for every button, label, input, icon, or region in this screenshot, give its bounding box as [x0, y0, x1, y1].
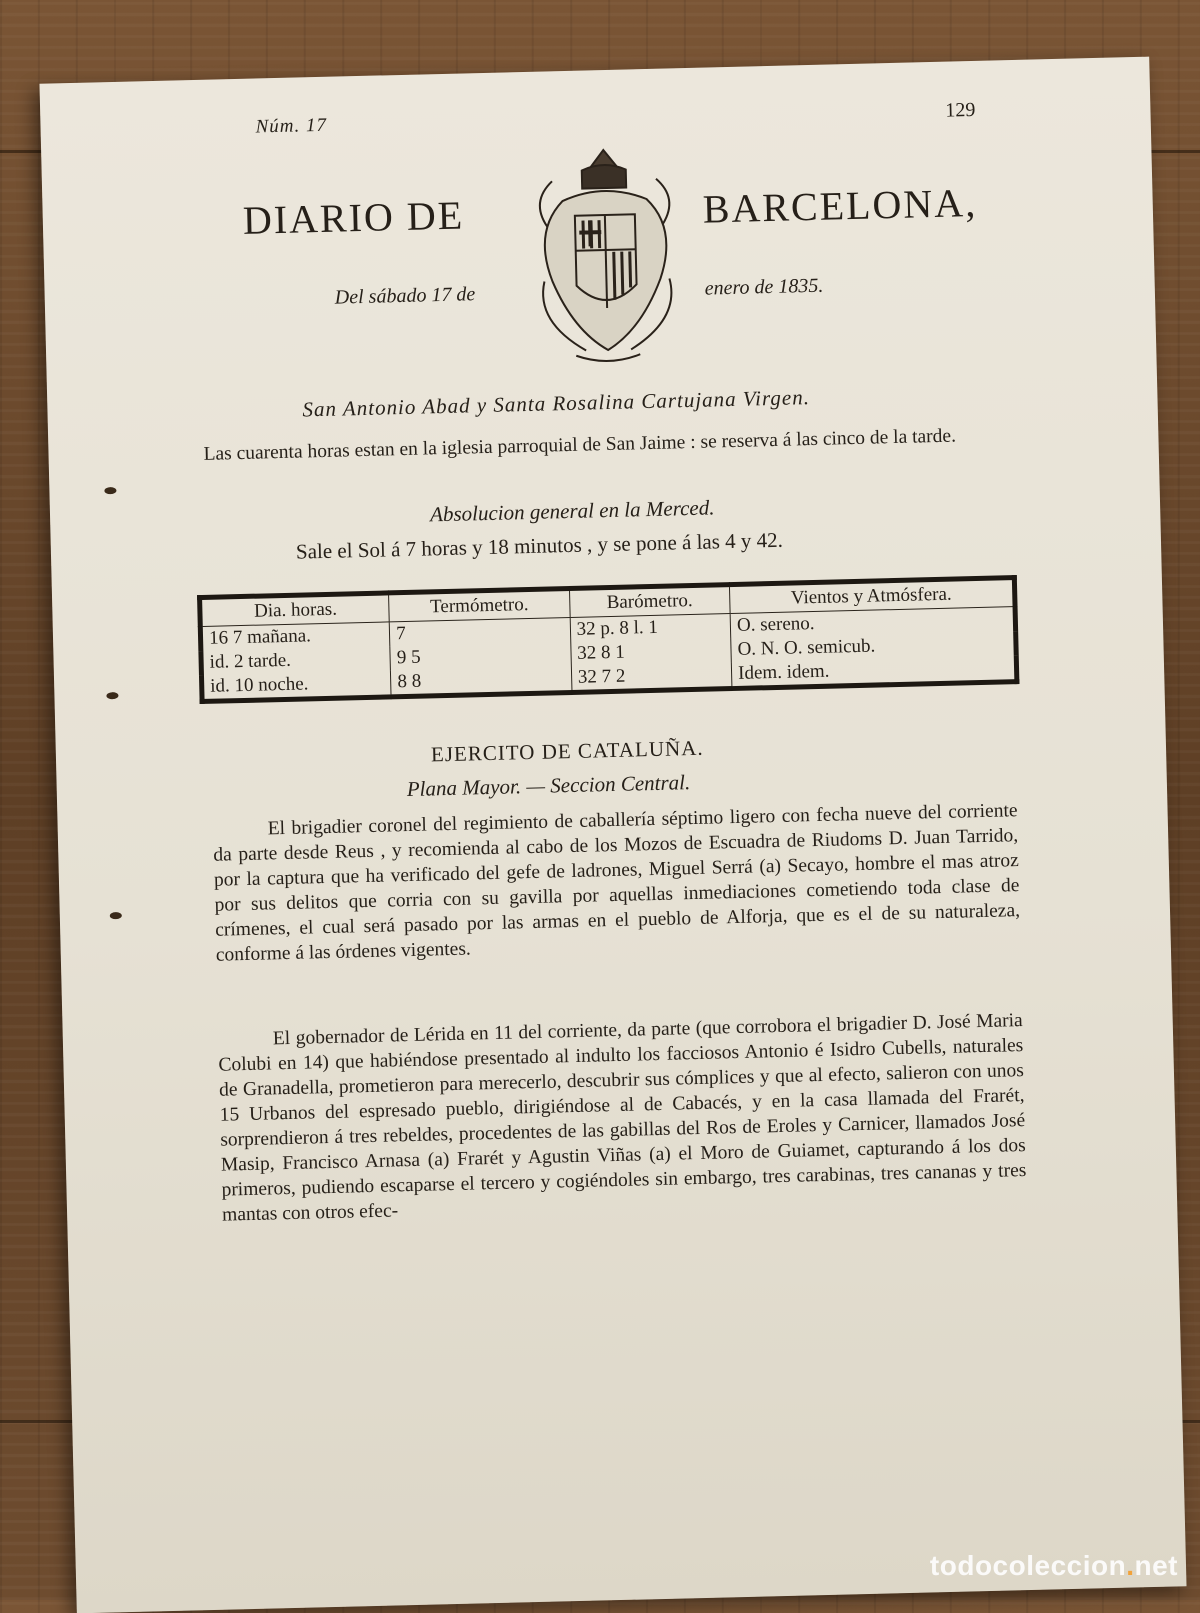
masthead-right: BARCELONA,: [702, 179, 978, 232]
newspaper-page: [39, 57, 1186, 1613]
table-cell: 8 8: [391, 666, 572, 697]
binding-hole: [104, 487, 116, 494]
table-cell: 7: [389, 617, 570, 646]
article-paragraph: El brigadier coronel del regimiento de caballería séptimo ligero con fecha nueve del corriente da parte desde Reus , y recomienda al cabo de los Mozos de Escuadra de Riudoms D. Juan Tarrido, por la captura que ha verificado del gefe de ladrones, Miguel Serrá (a) Secayo, hombre el mas atroz por sus delitos que corria con su gavilla por aquellas inmediaciones cometiendo toda clase de crímenes, el cual será pasado por las armas en el pueblo de Alforja, que es el de su naturaleza, conforme á las órdenes vigentes.: [213, 800, 1021, 966]
table-cell: 32 p. 8 l. 1: [570, 614, 731, 642]
table-cell: id. 10 noche.: [201, 670, 391, 701]
table-cell: Idem. idem.: [737, 660, 830, 684]
subsection-title: Plana Mayor. — Seccion Central.: [406, 770, 691, 802]
table-cell: O. sereno.: [736, 613, 815, 636]
watermark-dot: .: [1126, 1550, 1135, 1581]
forty-hours-notice: Las cuarenta horas estan en la iglesia parroquial de San Jaime : se reserva á las cinco de la tarde.: [203, 425, 957, 465]
table-cell: 32 7 2: [571, 662, 732, 692]
section-title: EJERCITO DE CATALUÑA.: [430, 735, 704, 767]
table-cell: 16 7 mañana.: [200, 622, 390, 651]
page-number: 129: [945, 98, 976, 122]
sunrise-sunset: Sale el Sol á 7 horas y 18 minutos , y se pone á las 4 y 42.: [295, 527, 784, 564]
column-header: Termómetro.: [389, 588, 570, 621]
watermark-suffix: net: [1134, 1550, 1178, 1581]
binding-hole: [106, 692, 118, 699]
site-watermark: [930, 1550, 1178, 1582]
watermark-brand: todocoleccion: [929, 1550, 1127, 1581]
date-right: enero de 1835.: [704, 274, 824, 300]
column-header: Dia. horas.: [200, 593, 390, 627]
table-cell: id. 2 tarde.: [201, 646, 391, 675]
column-header: Vientos y Atmósfera.: [729, 578, 1015, 614]
column-header: Barómetro.: [569, 585, 730, 618]
table-cell: 32 8 1: [570, 638, 731, 666]
article-paragraph: El gobernador de Lérida en 11 del corriente, da parte (que corrobora el brigadier D. José Maria Colubi en 14) que habiéndose presentado al indulto los facciosos Antonio é Isidro Cubells, naturales de Granadella, prometieron para merecerlo, descubrir sus cómplices y que al efecto, salieron con unos 15 Urbanos del espresado pueblo, dirigiéndose al de Cabacés, y en la casa llamada del Frarét, sorprendieron á tres rebeldes, procedentes de las gabillas del Ros de Eroles y Carnicer, llamados José Masip, Francisco Arnasa (a) Frarét y Agustin Viñas (a) el Moro de Guiamet, capturando á los dos primeros, pudiendo escaparse el tercero y cogiéndoles sin embargo, tres carabinas, tres cananas y tres mantas con otros efec-: [218, 1010, 1027, 1226]
table-cell: 9 5: [390, 642, 571, 670]
table-cell: O. N. O. semicub.: [737, 635, 876, 660]
coat-of-arms-icon: [511, 138, 702, 382]
date-left: Del sábado 17 de: [334, 283, 476, 309]
absolution-notice: Absolucion general en la Merced.: [429, 495, 715, 527]
issue-number: Núm. 17: [255, 114, 328, 138]
saints-of-day: San Antonio Abad y Santa Rosalina Cartujana Virgen.: [302, 385, 811, 422]
masthead-left: DIARIO DE: [242, 192, 465, 243]
weather-table: [197, 575, 1019, 704]
binding-hole: [110, 912, 122, 919]
